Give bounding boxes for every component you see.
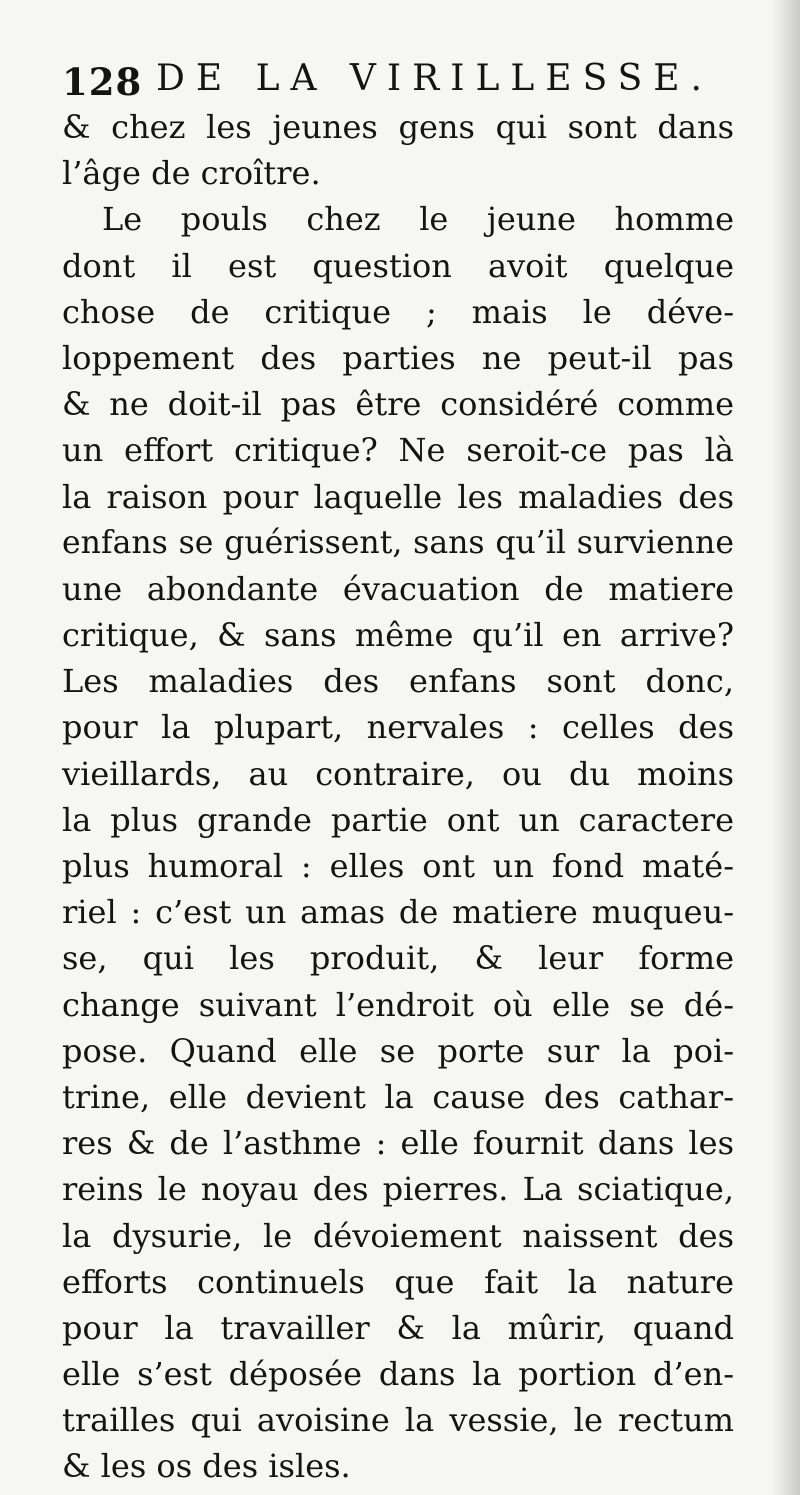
- text-line: chose de critique ; mais le déve-: [62, 292, 734, 331]
- text-line: Les maladies des enfans sont donc,: [62, 662, 734, 701]
- text-line: & chez les jeunes gens qui sont dans: [62, 108, 734, 146]
- text-line: pose. Quand elle se porte sur la poi-: [62, 1031, 734, 1070]
- text-line: trailles qui avoisine la vessie, le rectum: [62, 1401, 734, 1440]
- text-line: l’âge de croître.: [62, 154, 321, 193]
- text-line: loppement des parties ne peut-il pas: [62, 338, 734, 377]
- text-line: dont il est question avoit quelque: [62, 246, 734, 285]
- running-title: DE LA VIRILLESSE.: [156, 58, 713, 99]
- text-line: pour la travailler & la mûrir, quand: [62, 1308, 734, 1347]
- page-gutter-shadow: [772, 0, 800, 1495]
- text-line: une abondante évacuation de matiere: [62, 569, 734, 608]
- text-line: la plus grande partie ont un caractere: [62, 800, 734, 839]
- text-line: efforts continuels que fait la nature: [62, 1262, 734, 1301]
- text-line: se, qui les produit, & leur forme: [62, 939, 734, 978]
- text-line: reins le noyau des pierres. La sciatique,: [62, 1170, 734, 1209]
- text-line: enfans se guérissent, sans qu’il survienne: [62, 524, 734, 561]
- text-line: vieillards, au contraire, ou du moins: [62, 754, 734, 793]
- text-line: riel : c’est un amas de matiere muqueu-: [62, 893, 734, 932]
- text-line: trine, elle devient la cause des cathar-: [62, 1077, 734, 1116]
- text-line: plus humoral : elles ont un fond maté-: [62, 847, 734, 885]
- text-line: la raison pour laquelle les maladies des: [62, 477, 734, 516]
- text-line: critique, & sans même qu’il en arrive?: [62, 616, 734, 655]
- page-number: 128: [62, 60, 143, 104]
- running-header: [62, 58, 713, 104]
- text-line: elle s’est déposée dans la portion d’en-: [62, 1355, 734, 1394]
- body-text: [62, 104, 734, 1490]
- text-line: Le pouls chez le jeune homme: [102, 200, 734, 239]
- text-line: res & de l’asthme : elle fournit dans les: [62, 1124, 734, 1163]
- text-line: pour la plupart, nervales : celles des: [62, 708, 734, 747]
- text-line: un effort critique? Ne seroit-ce pas là: [62, 431, 734, 470]
- text-line: & ne doit-il pas être considéré comme: [62, 385, 734, 424]
- text-line: change suivant l’endroit où elle se dé-: [62, 985, 734, 1024]
- text-line: la dysurie, le dévoiement naissent des: [62, 1216, 734, 1255]
- text-line: & les os des isles.: [62, 1447, 351, 1486]
